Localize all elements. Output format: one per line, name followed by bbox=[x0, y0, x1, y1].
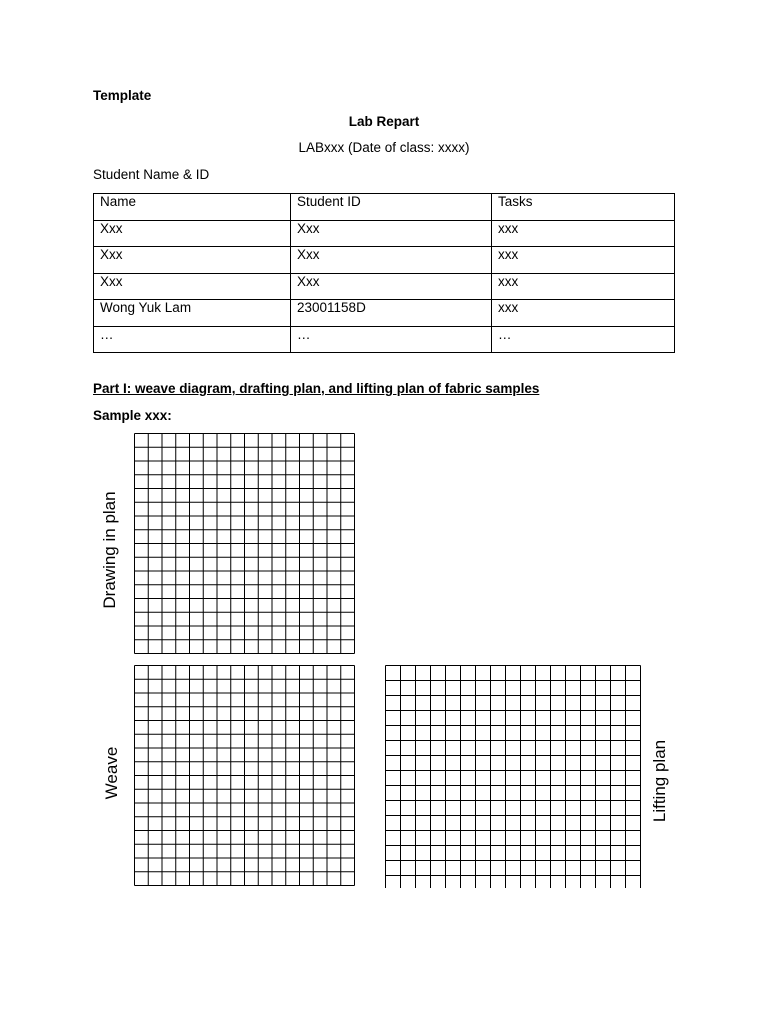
lifting-plan-grid bbox=[385, 665, 643, 888]
part1-heading: Part I: weave diagram, drafting plan, and lifting plan of fabric samples bbox=[93, 381, 540, 396]
table-row bbox=[94, 300, 675, 327]
cell-student-id: … bbox=[291, 326, 492, 353]
cell-tasks: xxx bbox=[492, 300, 675, 327]
header-name: Name bbox=[94, 194, 291, 221]
cell-tasks: xxx bbox=[492, 247, 675, 274]
drawing-in-plan-grid bbox=[134, 433, 377, 656]
cell-name: Xxx bbox=[94, 273, 291, 300]
student-table bbox=[93, 193, 675, 353]
cell-name: … bbox=[94, 326, 291, 353]
table-header-row bbox=[94, 194, 675, 221]
report-title: Lab Repart bbox=[348, 114, 420, 129]
header-student-id: Student ID bbox=[291, 194, 492, 221]
report-subtitle: LABxxx (Date of class: xxxx) bbox=[298, 140, 470, 155]
cell-student-id: Xxx bbox=[291, 247, 492, 274]
cell-name: Wong Yuk Lam bbox=[94, 300, 291, 327]
weave-grid bbox=[134, 665, 377, 888]
cell-student-id: Xxx bbox=[291, 220, 492, 247]
cell-name: Xxx bbox=[94, 220, 291, 247]
cell-student-id: Xxx bbox=[291, 273, 492, 300]
cell-tasks: xxx bbox=[492, 220, 675, 247]
drawing-in-plan-label: Drawing in plan bbox=[100, 491, 119, 609]
table-row bbox=[94, 273, 675, 300]
table-row bbox=[94, 220, 675, 247]
template-label: Template bbox=[93, 88, 152, 103]
student-section-label: Student Name & ID bbox=[93, 167, 210, 182]
sample-label: Sample xxx: bbox=[93, 408, 172, 423]
header-tasks: Tasks bbox=[492, 194, 675, 221]
cell-name: Xxx bbox=[94, 247, 291, 274]
table-row bbox=[94, 247, 675, 274]
table-row bbox=[94, 326, 675, 353]
cell-tasks: … bbox=[492, 326, 675, 353]
lifting-plan-label: Lifting plan bbox=[650, 739, 669, 823]
cell-tasks: xxx bbox=[492, 273, 675, 300]
weave-label: Weave bbox=[102, 746, 121, 800]
cell-student-id: 23001158D bbox=[291, 300, 492, 327]
